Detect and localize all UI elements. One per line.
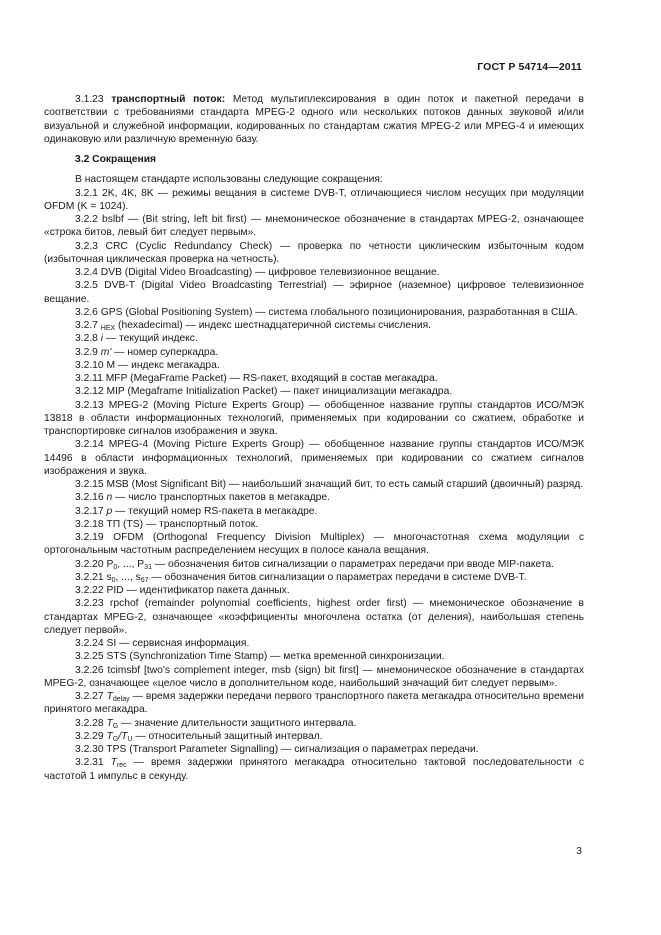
text-fragment: — текущий индекс. — [103, 333, 198, 345]
subscript: U — [127, 735, 133, 743]
italic-symbol: i — [100, 333, 104, 345]
text-fragment: — относительный защитный интервал. — [132, 730, 323, 742]
text-fragment: — время задержки передачи первого транспортного пакета мегакадра относительно времени принятого мегакадра. — [44, 691, 584, 716]
abbreviation-item — [44, 690, 584, 717]
abbreviation-text: 3.2.1 2K, 4K, 8K — режимы вещания в системе DVB-T, отличающиеся числом несущих при модуляции OFDM (K = 1024). — [44, 187, 584, 212]
abbreviation-item — [44, 187, 584, 214]
text-fragment: — число транспортных пакетов в мегакадре. — [112, 492, 330, 504]
text-fragment: 3.2.20 P — [75, 558, 114, 570]
abbreviation-text: 3.2.26 tcimsbf [two's complement integer, msb (sign) bit first] — мнемоническое обозначение в стандартах MPEG-2, означающее «целое число в дополнительном коде, наибольший значащий бит следует первым». — [44, 664, 584, 689]
text-fragment: 3.2.28 — [75, 717, 107, 729]
abbreviation-item — [44, 385, 584, 398]
abbreviation-item — [44, 438, 584, 478]
page-number: 3 — [576, 845, 582, 857]
text-fragment: 3.2.29 — [75, 730, 107, 742]
abbreviation-text: 3.2.5 DVB-T (Digital Video Broadcasting Terrestrial) — эфирное (наземное) цифровое телевизионное вещание. — [44, 280, 584, 305]
abbreviation-item — [44, 743, 584, 756]
subscript: 0 — [111, 576, 116, 584]
abbreviation-item — [44, 637, 584, 650]
text-fragment: — номер суперкадра. — [111, 346, 219, 358]
abbreviation-item — [44, 332, 584, 345]
subscript: 0 — [113, 563, 118, 571]
subscript: 67 — [140, 576, 149, 584]
abbreviation-text: 3.2.10 M — индекс мегакадра. — [75, 359, 220, 371]
text-fragment: 3.2.9 — [75, 346, 101, 358]
standard-header: ГОСТ Р 54714—2011 — [477, 61, 582, 73]
abbreviation-text: 3.2.18 ТП (TS) — транспортный поток. — [75, 518, 259, 530]
abbreviation-item — [44, 359, 584, 372]
abbreviation-item — [44, 518, 584, 531]
abbreviation-text: 3.2.6 GPS (Global Positioning System) — система глобального позиционирования, разработанная в США. — [75, 306, 578, 318]
abbreviation-item — [44, 306, 584, 319]
abbreviation-item — [44, 266, 584, 279]
italic-symbol: T — [106, 730, 113, 742]
subscript: G — [112, 735, 119, 743]
abbreviation-text: 3.2.22 PID — идентификатор пакета данных. — [75, 585, 290, 596]
subscript: rec — [116, 762, 127, 770]
abbreviation-item — [44, 571, 584, 584]
italic-symbol: n — [106, 492, 113, 504]
abbreviation-item — [44, 558, 584, 571]
text-fragment: — значение длительности защитного интервала. — [118, 717, 357, 729]
text-fragment: 3.2.31 — [75, 757, 111, 769]
italic-symbol: T — [110, 757, 117, 769]
subscript: delay — [112, 696, 130, 703]
abbreviation-text: 3.2.24 SI — сервисная информация. — [75, 638, 250, 649]
italic-symbol: m' — [100, 346, 112, 358]
abbreviation-text: 3.2.19 OFDM (Orthogonal Frequency Division Multiplex) — многочастотная схема модуляции с ортогональным частотным распределением несущих в полосе канала вещания. — [44, 532, 584, 557]
abbreviation-item — [44, 717, 584, 730]
abbreviation-text: 3.2.2 bslbf — (Bit string, left bit first) — мнемоническое обозначение в стандартах MPEG-2, означающее «строка битов, левый бит следует первым». — [44, 214, 584, 239]
abbreviation-item — [44, 505, 584, 518]
abbreviation-item — [44, 650, 584, 663]
abbreviation-item — [44, 319, 584, 332]
page-content — [44, 93, 584, 783]
text-fragment: 3.2.27 — [75, 691, 107, 702]
italic-symbol: T — [106, 717, 113, 729]
definition-term: транспортный поток: — [111, 94, 226, 105]
abbreviation-item — [44, 478, 584, 491]
abbreviation-item — [44, 597, 584, 637]
abbreviation-list — [44, 187, 584, 783]
abbreviation-item — [44, 756, 584, 783]
text-fragment: — время задержки принятого мегакадра относительно тактовой последовательности с частотой 1 импульс в секунду. — [44, 757, 584, 782]
text-fragment: 3.2.17 — [75, 505, 107, 517]
abbreviation-item — [44, 491, 584, 504]
text-fragment: 3.2.16 — [75, 492, 107, 504]
abbreviation-item — [44, 584, 584, 597]
abbreviation-text: 3.2.4 DVB (Digital Video Broadcasting) — цифровое телевизионное вещание. — [75, 267, 440, 278]
section-lead: В настоящем стандарте использованы следующие сокращения: — [75, 174, 383, 186]
text-fragment: — текущий номер RS-пакета в мегакадре. — [112, 505, 318, 517]
abbreviation-text: 3.2.14 MPEG-4 (Moving Picture Experts Group) — обобщенное название группы стандартов ИСО/МЭК 14496 в области информационных технологий, применяемых при кодировании со сжатием сигналов изображения и звука. — [44, 439, 584, 477]
abbreviation-item — [44, 730, 584, 743]
abbreviation-item — [44, 279, 584, 306]
definition-text: Метод мультиплексирования в один поток и пакетной передачи в соответствии с требованиями стандарта MPEG-2 одного или нескольких потоков данных звуковой и/или визуальной и служебной информации, кодированных по стандартам сжатия MPEG-2 или MPEG-4 и имеющих одинаковую или различную временную базу. — [44, 94, 584, 145]
abbreviation-item — [44, 399, 584, 439]
abbreviation-item — [44, 531, 584, 558]
abbreviation-item — [44, 346, 584, 359]
abbreviation-text: 3.2.13 MPEG-2 (Moving Picture Experts Group) — обобщенное название группы стандартов ИСО/МЭК 13818 в области информационных технологий, применяемых при кодировании со сжатием, обработке и транспортировке сигналов изображения и звука. — [44, 399, 584, 437]
abbreviation-text: 3.2.11 MFP (MegaFrame Packet) — RS-пакет, входящий в состав мегакадра. — [75, 373, 438, 384]
subscript: G — [112, 722, 119, 730]
abbreviation-item — [44, 240, 584, 267]
subscript: 31 — [144, 563, 152, 571]
abbreviation-item — [44, 213, 584, 240]
abbreviation-item — [44, 372, 584, 385]
text-fragment: , ..., P — [117, 558, 145, 570]
abbreviation-text: 3.2.15 MSB (Most Significant Bit) — наибольший значащий бит, то есть самый старший (двоичный) разряд. — [75, 479, 584, 490]
section-title: 3.2 Сокращения — [75, 154, 157, 165]
italic-symbol: /T — [118, 730, 128, 742]
text-fragment: — обозначения битов сигнализации о параметрах передачи при вводе MIP-пакета. — [151, 558, 555, 570]
definition-3-1-23 — [44, 93, 584, 146]
text-fragment: — обозначения битов сигнализации о параметрах передачи в системе DVB-T. — [148, 571, 527, 583]
italic-symbol: p — [106, 505, 113, 517]
italic-symbol: T — [106, 691, 113, 702]
text-fragment: 3.2.8 — [75, 333, 101, 345]
definition-number: 3.1.23 — [75, 94, 104, 105]
abbreviation-text: 3.2.25 STS (Synchronization Time Stamp) — метка временной синхронизации. — [75, 651, 445, 663]
subscript: HEX — [100, 325, 116, 332]
abbreviation-text: 3.2.3 CRC (Cyclic Redundancy Check) — проверка по четности циклическим избыточным кодом (избыточная циклическая проверка на четность). — [44, 240, 584, 265]
abbreviation-text: 3.2.12 MIP (Megaframe Initialization Packet) — пакет инициализации мегакадра. — [75, 386, 453, 398]
text-fragment: , ..., s — [115, 571, 141, 583]
abbreviation-item — [44, 664, 584, 691]
text-fragment: 3.2.21 s — [75, 571, 112, 583]
text-fragment: (hexadecimal) — индекс шестнадцатеричной системы счисления. — [115, 320, 432, 331]
abbreviation-text: 3.2.30 TPS (Transport Parameter Signalling) — сигнализация о параметрах передачи. — [75, 744, 479, 755]
abbreviation-text: 3.2.23 rpchof (remainder polynomial coefficients, highest order first) — мнемоническое обозначение в стандартах MPEG-2, означающее «коэффициенты многочлена остатка (от деления), наибольшая степень следует первой». — [44, 598, 584, 636]
text-fragment: 3.2.7 — [75, 320, 101, 331]
